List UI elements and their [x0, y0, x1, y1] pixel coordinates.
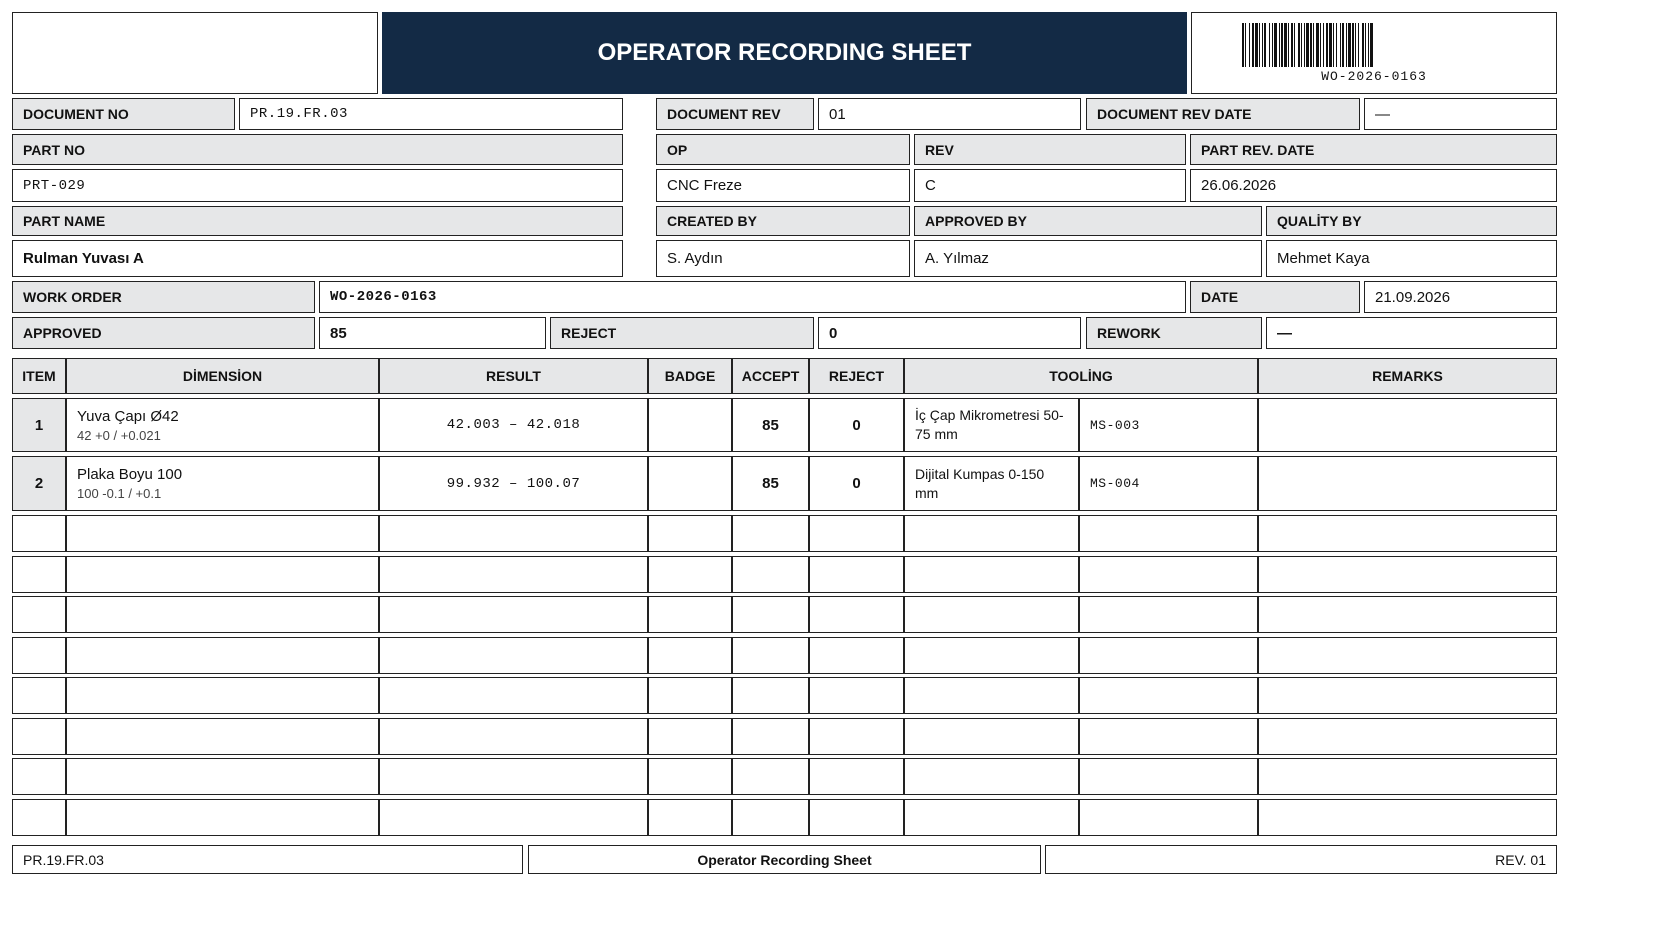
empty-row-cell — [379, 799, 648, 836]
empty-row-cell — [648, 718, 732, 755]
empty-row-cell — [66, 799, 379, 836]
empty-row-cell — [379, 637, 648, 674]
empty-row-cell — [809, 637, 904, 674]
empty-row-cell — [1258, 758, 1557, 795]
row-1-item: 1 — [12, 398, 66, 452]
empty-row-cell — [904, 718, 1079, 755]
empty-row-cell — [732, 637, 809, 674]
empty-row-cell — [379, 515, 648, 552]
row-2-dimension — [66, 456, 379, 511]
row-1-dimension — [66, 398, 379, 452]
empty-row-cell — [1258, 556, 1557, 593]
empty-row-cell — [1079, 758, 1258, 795]
empty-row-cell — [379, 596, 648, 633]
empty-row-cell — [66, 637, 379, 674]
empty-row-cell — [1079, 677, 1258, 714]
empty-row-cell — [12, 515, 66, 552]
logo-box — [12, 12, 378, 94]
empty-row-cell — [1079, 799, 1258, 836]
part-no-label: PART NO — [12, 134, 623, 165]
part-rev-date-label: PART REV. DATE — [1190, 134, 1557, 165]
empty-row-cell — [12, 637, 66, 674]
approved-by-label: APPROVED BY — [914, 206, 1262, 236]
row-2-badge — [648, 456, 732, 511]
document-rev-date-label: DOCUMENT REV DATE — [1086, 98, 1360, 130]
empty-row-cell — [1079, 596, 1258, 633]
empty-row-cell — [66, 515, 379, 552]
empty-row-cell — [1258, 677, 1557, 714]
empty-row-cell — [809, 758, 904, 795]
empty-row-cell — [12, 718, 66, 755]
empty-row-cell — [1258, 515, 1557, 552]
col-header-item: ITEM — [12, 358, 66, 394]
empty-row-cell — [12, 677, 66, 714]
empty-row-cell — [1258, 718, 1557, 755]
part-name-value: Rulman Yuvası A — [12, 240, 623, 277]
empty-row-cell — [379, 718, 648, 755]
approved-label: APPROVED — [12, 317, 315, 349]
col-header-result: RESULT — [379, 358, 648, 394]
approved-value: 85 — [319, 317, 546, 349]
empty-row-cell — [648, 637, 732, 674]
created-by-value: S. Aydın — [656, 240, 910, 277]
empty-row-cell — [904, 677, 1079, 714]
empty-row-cell — [809, 515, 904, 552]
empty-row-cell — [66, 718, 379, 755]
empty-row-cell — [648, 758, 732, 795]
op-value: CNC Freze — [656, 169, 910, 202]
document-rev-value: 01 — [818, 98, 1081, 130]
empty-row-cell — [904, 799, 1079, 836]
empty-row-cell — [904, 758, 1079, 795]
empty-row-cell — [1258, 799, 1557, 836]
row-2-remarks — [1258, 456, 1557, 511]
empty-row-cell — [1258, 637, 1557, 674]
op-label: OP — [656, 134, 910, 165]
row-2-accept: 85 — [732, 456, 809, 511]
empty-row-cell — [648, 556, 732, 593]
empty-row-cell — [648, 515, 732, 552]
empty-row-cell — [732, 677, 809, 714]
col-header-dimension: DİMENSİON — [66, 358, 379, 394]
row-2-dimension-name: Plaka Boyu 100 — [77, 466, 183, 483]
empty-row-cell — [809, 596, 904, 633]
created-by-label: CREATED BY — [656, 206, 910, 236]
date-label: DATE — [1190, 281, 1360, 313]
empty-row-cell — [809, 677, 904, 714]
col-header-remarks: REMARKS — [1258, 358, 1557, 394]
document-rev-label: DOCUMENT REV — [656, 98, 814, 130]
footer-title: Operator Recording Sheet — [528, 845, 1041, 874]
empty-row-cell — [904, 556, 1079, 593]
col-header-accept: ACCEPT — [732, 358, 809, 394]
empty-row-cell — [809, 799, 904, 836]
row-1-tooling-name: İç Çap Mikrometresi 50-75 mm — [904, 398, 1079, 452]
barcode-icon — [1240, 23, 1508, 67]
part-no-value: PRT-029 — [12, 169, 623, 202]
empty-row-cell — [732, 758, 809, 795]
empty-row-cell — [732, 596, 809, 633]
empty-row-cell — [12, 556, 66, 593]
footer-rev: REV. 01 — [1045, 845, 1557, 874]
empty-row-cell — [809, 556, 904, 593]
empty-row-cell — [1079, 718, 1258, 755]
empty-row-cell — [66, 758, 379, 795]
empty-row-cell — [379, 758, 648, 795]
empty-row-cell — [648, 596, 732, 633]
row-2-result: 99.932 – 100.07 — [379, 456, 648, 511]
empty-row-cell — [12, 758, 66, 795]
row-1-accept: 85 — [732, 398, 809, 452]
part-name-label: PART NAME — [12, 206, 623, 236]
empty-row-cell — [732, 799, 809, 836]
row-1-tooling-code: MS-003 — [1079, 398, 1258, 452]
work-order-label: WORK ORDER — [12, 281, 315, 313]
footer-doc-no: PR.19.FR.03 — [12, 845, 523, 874]
barcode-text: WO-2026-0163 — [1321, 68, 1427, 84]
barcode-box — [1191, 12, 1557, 94]
empty-row-cell — [66, 556, 379, 593]
empty-row-cell — [904, 637, 1079, 674]
empty-row-cell — [732, 556, 809, 593]
empty-row-cell — [12, 596, 66, 633]
reject-value: 0 — [818, 317, 1081, 349]
date-value: 21.09.2026 — [1364, 281, 1557, 313]
row-1-remarks — [1258, 398, 1557, 452]
empty-row-cell — [732, 718, 809, 755]
empty-row-cell — [379, 556, 648, 593]
row-1-dimension-tolerance: 42 +0 / +0.021 — [77, 427, 161, 443]
work-order-value: WO-2026-0163 — [319, 281, 1186, 313]
empty-row-cell — [904, 515, 1079, 552]
document-no-label: DOCUMENT NO — [12, 98, 235, 130]
reject-label: REJECT — [550, 317, 814, 349]
row-2-reject: 0 — [809, 456, 904, 511]
row-2-item: 2 — [12, 456, 66, 511]
rework-label: REWORK — [1086, 317, 1262, 349]
part-rev-date-value: 26.06.2026 — [1190, 169, 1557, 202]
empty-row-cell — [809, 718, 904, 755]
document-no-value: PR.19.FR.03 — [239, 98, 623, 130]
row-1-badge — [648, 398, 732, 452]
quality-by-value: Mehmet Kaya — [1266, 240, 1557, 277]
document-rev-date-value: — — [1364, 98, 1557, 130]
empty-row-cell — [732, 515, 809, 552]
empty-row-cell — [648, 799, 732, 836]
col-header-badge: BADGE — [648, 358, 732, 394]
col-header-tooling: TOOLİNG — [904, 358, 1258, 394]
empty-row-cell — [648, 677, 732, 714]
row-1-dimension-name: Yuva Çapı Ø42 — [77, 407, 179, 425]
empty-row-cell — [12, 799, 66, 836]
empty-row-cell — [379, 677, 648, 714]
row-2-tooling-name: Dijital Kumpas 0-150 mm — [904, 456, 1079, 511]
empty-row-cell — [904, 596, 1079, 633]
empty-row-cell — [1258, 596, 1557, 633]
rework-value: — — [1266, 317, 1557, 349]
empty-row-cell — [66, 596, 379, 633]
rev-value: C — [914, 169, 1186, 202]
quality-by-label: QUALİTY BY — [1266, 206, 1557, 236]
approved-by-value: A. Yılmaz — [914, 240, 1262, 277]
col-header-reject: REJECT — [809, 358, 904, 394]
empty-row-cell — [1079, 637, 1258, 674]
row-2-tooling-code: MS-004 — [1079, 456, 1258, 511]
row-1-result: 42.003 – 42.018 — [379, 398, 648, 452]
empty-row-cell — [1079, 556, 1258, 593]
empty-row-cell — [66, 677, 379, 714]
row-2-dimension-tolerance: 100 -0.1 / +0.1 — [77, 486, 162, 501]
row-1-reject: 0 — [809, 398, 904, 452]
empty-row-cell — [1079, 515, 1258, 552]
page-title: OPERATOR RECORDING SHEET — [382, 12, 1187, 94]
rev-label: REV — [914, 134, 1186, 165]
